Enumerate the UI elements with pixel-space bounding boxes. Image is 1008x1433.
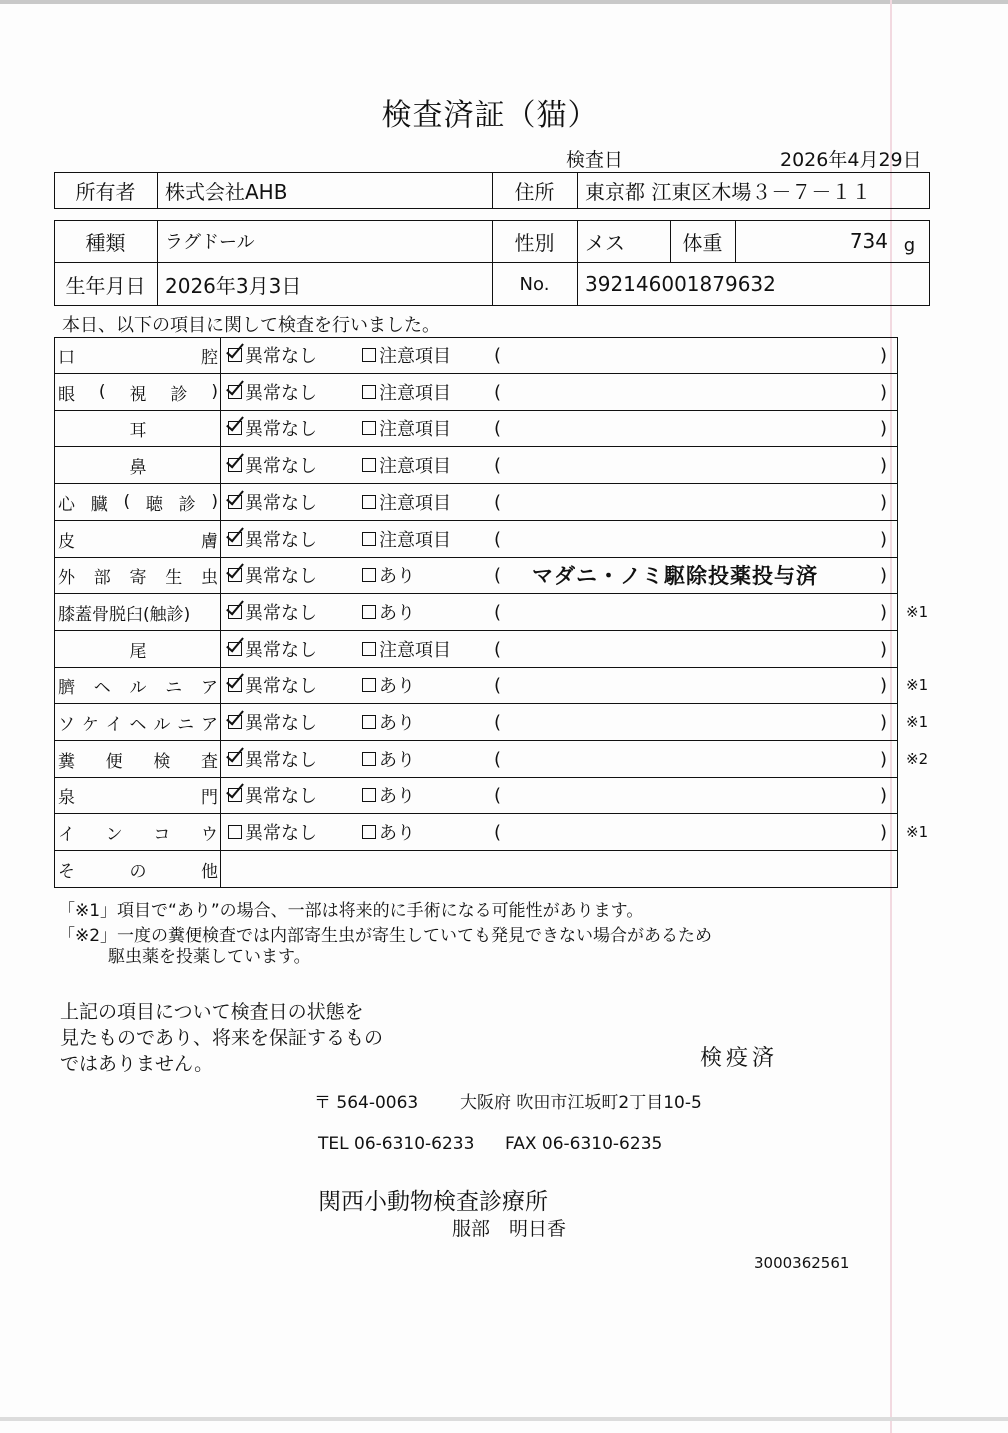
checked-box-icon[interactable]	[228, 385, 242, 399]
option-attention[interactable]	[362, 741, 415, 777]
row-label-part: 聴	[145, 494, 163, 515]
table-row	[54, 374, 898, 411]
option-attention-label: 注意項目	[379, 419, 451, 440]
row-label-part: ソ	[58, 714, 75, 735]
row-label-part: 臍	[58, 677, 75, 698]
option-attention-label: あり	[379, 676, 415, 697]
paren-open: (	[494, 417, 502, 439]
footnote-mark: ※1	[906, 676, 929, 694]
row-other-value	[229, 851, 889, 887]
row-label-part: ア	[200, 714, 218, 735]
checked-box-icon[interactable]	[228, 642, 242, 656]
paren-open: (	[494, 821, 502, 843]
option-attention-label: あり	[379, 603, 415, 624]
option-attention[interactable]	[362, 337, 451, 373]
row-label-part: 膚	[201, 531, 218, 552]
option-attention-label: 注意項目	[379, 530, 451, 551]
option-normal[interactable]	[228, 704, 317, 740]
row-label-part: ル	[129, 677, 147, 698]
address-label: 住所	[514, 180, 555, 204]
checkbox-icon[interactable]	[362, 385, 376, 399]
option-attention[interactable]	[362, 484, 451, 520]
veterinarian-name: 服部 明日香	[452, 1218, 567, 1240]
option-normal[interactable]	[228, 337, 317, 373]
option-attention-label: 注意項目	[379, 640, 451, 661]
paren-open: (	[494, 491, 502, 513]
option-attention-label: 注意項目	[379, 346, 451, 367]
checked-box-icon[interactable]	[228, 788, 242, 802]
row-label	[58, 777, 218, 813]
row-label	[58, 814, 218, 850]
checked-box-icon[interactable]	[228, 752, 242, 766]
paren-open: (	[494, 381, 502, 403]
option-normal[interactable]	[228, 521, 317, 557]
paren-close: )	[880, 381, 888, 403]
paren-close: )	[880, 821, 888, 843]
row-label	[58, 704, 218, 740]
checked-box-icon[interactable]	[228, 421, 242, 435]
row-label-part: (	[98, 382, 106, 402]
table-row	[54, 557, 898, 594]
row-label-part: 眼	[58, 384, 75, 405]
table-row	[54, 741, 929, 778]
row-label-part: 検	[153, 751, 171, 772]
table-row	[54, 667, 929, 704]
paren-close: )	[880, 417, 888, 439]
checkbox-icon[interactable]	[362, 458, 376, 472]
footnote-2: 「※2」一度の糞便検査では内部寄生虫が寄生していても発見できない場合があるため	[58, 926, 713, 946]
scan-edge-bottom	[0, 1417, 1008, 1421]
option-attention-label: 注意項目	[379, 493, 451, 514]
table-row	[54, 337, 898, 374]
clinic-postal: 〒 564-0063	[314, 1093, 419, 1113]
weight-label: 体重	[682, 230, 723, 255]
row-label-part: コ	[153, 824, 171, 845]
paren-close: )	[880, 748, 888, 770]
row-label-part: 臓	[90, 494, 108, 515]
checked-box-icon[interactable]	[228, 678, 242, 692]
option-attention[interactable]	[362, 594, 415, 630]
checkbox-icon[interactable]	[362, 421, 376, 435]
row-label-part: そ	[58, 861, 75, 882]
weight-unit: g	[903, 234, 916, 256]
table-row	[54, 447, 898, 484]
checkbox-icon[interactable]	[362, 642, 376, 656]
checkbox-icon[interactable]	[362, 568, 376, 582]
row-label-part: イ	[105, 714, 123, 735]
option-attention-label: あり	[379, 823, 415, 844]
clinic-address: 大阪府 吹田市江坂町2丁目10-5	[460, 1093, 702, 1113]
disclaimer-line-3: ではありません。	[60, 1053, 214, 1075]
row-label-part: )	[211, 382, 218, 402]
row-label-part: 便	[105, 751, 123, 772]
option-attention[interactable]	[362, 557, 415, 593]
row-label-part: 外	[58, 567, 75, 588]
disclaimer-line-1: 上記の項目について検査日の状態を	[60, 1001, 364, 1023]
row-label-part: 視	[129, 384, 147, 405]
option-normal[interactable]	[228, 447, 317, 483]
checkbox-icon[interactable]	[362, 788, 376, 802]
paren-open: (	[494, 784, 502, 806]
option-normal-label: 異常なし	[245, 676, 317, 697]
row-label	[58, 374, 218, 410]
row-label-part: 査	[200, 751, 218, 772]
paren-close: )	[880, 564, 888, 586]
table-row	[54, 484, 898, 521]
option-attention[interactable]	[362, 447, 451, 483]
option-normal-label: 異常なし	[245, 566, 317, 587]
checked-box-icon[interactable]	[228, 715, 242, 729]
checkbox-icon[interactable]	[362, 532, 376, 546]
sex-value: メス	[585, 230, 625, 255]
exam-date-value: 2026年4月29日	[780, 149, 922, 171]
option-attention-label: 注意項目	[379, 456, 451, 477]
row-label-part: 尾	[129, 641, 147, 662]
row-label-part: 糞	[58, 751, 75, 772]
row-label	[58, 741, 218, 777]
paren-close: )	[880, 711, 888, 733]
option-normal-label: 異常なし	[245, 346, 317, 367]
checked-box-icon[interactable]	[228, 532, 242, 546]
row-label-part: ニ	[177, 714, 195, 735]
option-normal[interactable]	[228, 374, 317, 410]
option-attention-label: あり	[379, 566, 415, 587]
row-label-part: 門	[201, 787, 218, 808]
paren-close: )	[880, 674, 888, 696]
option-attention[interactable]	[362, 704, 415, 740]
row-label-part: 寄	[129, 567, 147, 588]
paren-open: (	[494, 711, 502, 733]
weight-value: 734	[849, 229, 888, 253]
row-label	[58, 447, 218, 483]
row-label	[58, 484, 218, 520]
paren-open: (	[494, 528, 502, 550]
table-row	[54, 814, 929, 851]
checked-box-icon[interactable]	[228, 568, 242, 582]
checkbox-icon[interactable]	[362, 825, 376, 839]
intro-text: 本日、以下の項目に関して検査を行いました。	[62, 315, 440, 336]
paren-close: )	[880, 784, 888, 806]
option-attention-label: 注意項目	[379, 383, 451, 404]
row-label-part: 泉	[58, 787, 75, 808]
row-label-part: 膝蓋骨脱臼(触診)	[58, 604, 191, 625]
row-label	[58, 337, 218, 373]
paren-close: )	[880, 454, 888, 476]
quarantine-stamp: 検疫済	[700, 1046, 779, 1071]
row-label-part: イ	[58, 824, 75, 845]
checkbox-icon[interactable]	[228, 825, 242, 839]
option-normal-label: 異常なし	[245, 456, 317, 477]
address-value: 東京都 江東区木場３－７－１１	[585, 180, 872, 204]
option-normal[interactable]	[228, 741, 317, 777]
option-normal[interactable]	[228, 484, 317, 520]
footnote-mark: ※1	[906, 823, 929, 841]
option-normal[interactable]	[228, 557, 317, 593]
option-normal[interactable]	[228, 667, 317, 703]
page-title: 検査済証（猫）	[381, 98, 599, 133]
owner-value: 株式会社AHB	[165, 180, 288, 204]
breed-label: 種類	[85, 230, 126, 255]
table-row	[54, 777, 898, 814]
row-label	[58, 631, 218, 667]
checkbox-icon[interactable]	[362, 605, 376, 619]
option-attention-label: あり	[379, 713, 415, 734]
option-normal-label: 異常なし	[245, 823, 317, 844]
option-normal-label: 異常なし	[245, 493, 317, 514]
checked-box-icon[interactable]	[228, 495, 242, 509]
option-normal-label: 異常なし	[245, 419, 317, 440]
option-normal-label: 異常なし	[245, 603, 317, 624]
option-attention[interactable]	[362, 374, 451, 410]
row-label-part: 他	[201, 861, 218, 882]
row-label	[58, 594, 218, 630]
paren-close: )	[880, 344, 888, 366]
row-note: マダニ・ノミ駆除投薬投与済	[532, 564, 818, 588]
option-attention[interactable]	[362, 667, 415, 703]
row-label-part: ニ	[165, 677, 183, 698]
footnote-1: 「※1」項目で“あり”の場合、一部は将来的に手術になる可能性があります。	[58, 901, 644, 921]
option-normal[interactable]	[228, 410, 317, 446]
clinic-fax: FAX 06-6310-6235	[505, 1134, 663, 1154]
row-other	[54, 851, 898, 888]
row-label	[58, 557, 218, 593]
row-label-part: (	[123, 492, 131, 512]
paren-close: )	[880, 638, 888, 660]
paren-close: )	[880, 601, 888, 623]
table-row	[54, 521, 898, 558]
row-other-label	[58, 851, 218, 887]
number-value: 392146001879632	[585, 272, 776, 296]
row-label-part: ル	[153, 714, 171, 735]
breed-value: ラグドール	[165, 232, 255, 253]
paren-open: (	[494, 564, 502, 586]
owner-label: 所有者	[75, 180, 136, 204]
row-label-part: 心	[58, 494, 75, 515]
paren-open: (	[494, 601, 502, 623]
row-label-part: の	[129, 861, 147, 882]
option-normal-label: 異常なし	[245, 750, 317, 771]
checkbox-icon[interactable]	[362, 348, 376, 362]
row-label-part: ヘ	[93, 677, 111, 698]
paren-open: (	[494, 748, 502, 770]
row-label-part: ウ	[200, 824, 218, 845]
option-normal[interactable]	[228, 777, 317, 813]
scan-edge-top	[0, 0, 1008, 4]
row-label-part: ケ	[81, 714, 99, 735]
row-label	[58, 667, 218, 703]
row-label	[58, 410, 218, 446]
exam-date-label: 検査日	[566, 149, 624, 171]
row-label-part: 耳	[129, 420, 147, 441]
row-label	[58, 521, 218, 557]
row-label-part: )	[211, 492, 218, 512]
option-normal[interactable]	[228, 631, 317, 667]
birth-label: 生年月日	[65, 273, 146, 298]
paren-open: (	[494, 344, 502, 366]
option-attention[interactable]	[362, 814, 415, 850]
table-row	[54, 631, 898, 668]
checked-box-icon[interactable]	[228, 605, 242, 619]
row-label-part: 虫	[201, 567, 218, 588]
option-attention[interactable]	[362, 521, 451, 557]
checkbox-icon[interactable]	[362, 495, 376, 509]
footnote-mark: ※2	[906, 750, 929, 768]
row-label-part: ア	[201, 677, 218, 698]
row-label-part: 診	[170, 384, 188, 405]
row-label-part: 鼻	[129, 457, 147, 478]
paren-close: )	[880, 528, 888, 550]
option-attention[interactable]	[362, 631, 451, 667]
option-normal-label: 異常なし	[245, 713, 317, 734]
option-normal[interactable]	[228, 594, 317, 630]
row-label-part: ン	[105, 824, 123, 845]
option-attention-label: あり	[379, 750, 415, 771]
option-normal-label: 異常なし	[245, 786, 317, 807]
option-normal[interactable]	[228, 814, 317, 850]
row-label-part: 部	[93, 567, 111, 588]
disclaimer-line-2: 見たものであり、将来を保証するもの	[60, 1027, 384, 1049]
footnote-mark: ※1	[906, 603, 929, 621]
checked-box-icon[interactable]	[228, 348, 242, 362]
paren-close: )	[880, 491, 888, 513]
table-row	[54, 410, 898, 447]
number-label: No.	[519, 273, 550, 295]
checkbox-icon[interactable]	[362, 715, 376, 729]
row-label-part: 皮	[58, 531, 75, 552]
checked-box-icon[interactable]	[228, 458, 242, 472]
option-normal-label: 異常なし	[245, 640, 317, 661]
checkbox-icon[interactable]	[362, 752, 376, 766]
footnote-mark: ※1	[906, 713, 929, 731]
paren-open: (	[494, 454, 502, 476]
clinic-tel: TEL 06-6310-6233	[318, 1134, 475, 1154]
checkbox-icon[interactable]	[362, 678, 376, 692]
row-label-part: 診	[178, 494, 196, 515]
document-number: 3000362561	[754, 1254, 850, 1272]
option-attention[interactable]	[362, 410, 451, 446]
row-label-part: ヘ	[129, 714, 147, 735]
option-normal-label: 異常なし	[245, 530, 317, 551]
row-label-part: 生	[165, 567, 183, 588]
sex-label: 性別	[514, 230, 555, 255]
footnote-2-cont: 駆虫薬を投薬しています。	[108, 947, 311, 967]
row-label-part: 口	[58, 347, 75, 368]
paren-open: (	[494, 638, 502, 660]
paren-open: (	[494, 674, 502, 696]
option-attention-label: あり	[379, 786, 415, 807]
birth-value: 2026年3月3日	[165, 273, 302, 298]
option-attention[interactable]	[362, 777, 415, 813]
row-label-part: 腔	[201, 347, 218, 368]
table-row	[54, 704, 929, 741]
option-normal-label: 異常なし	[245, 383, 317, 404]
table-row	[54, 594, 929, 631]
clinic-name: 関西小動物検査診療所	[318, 1189, 548, 1215]
